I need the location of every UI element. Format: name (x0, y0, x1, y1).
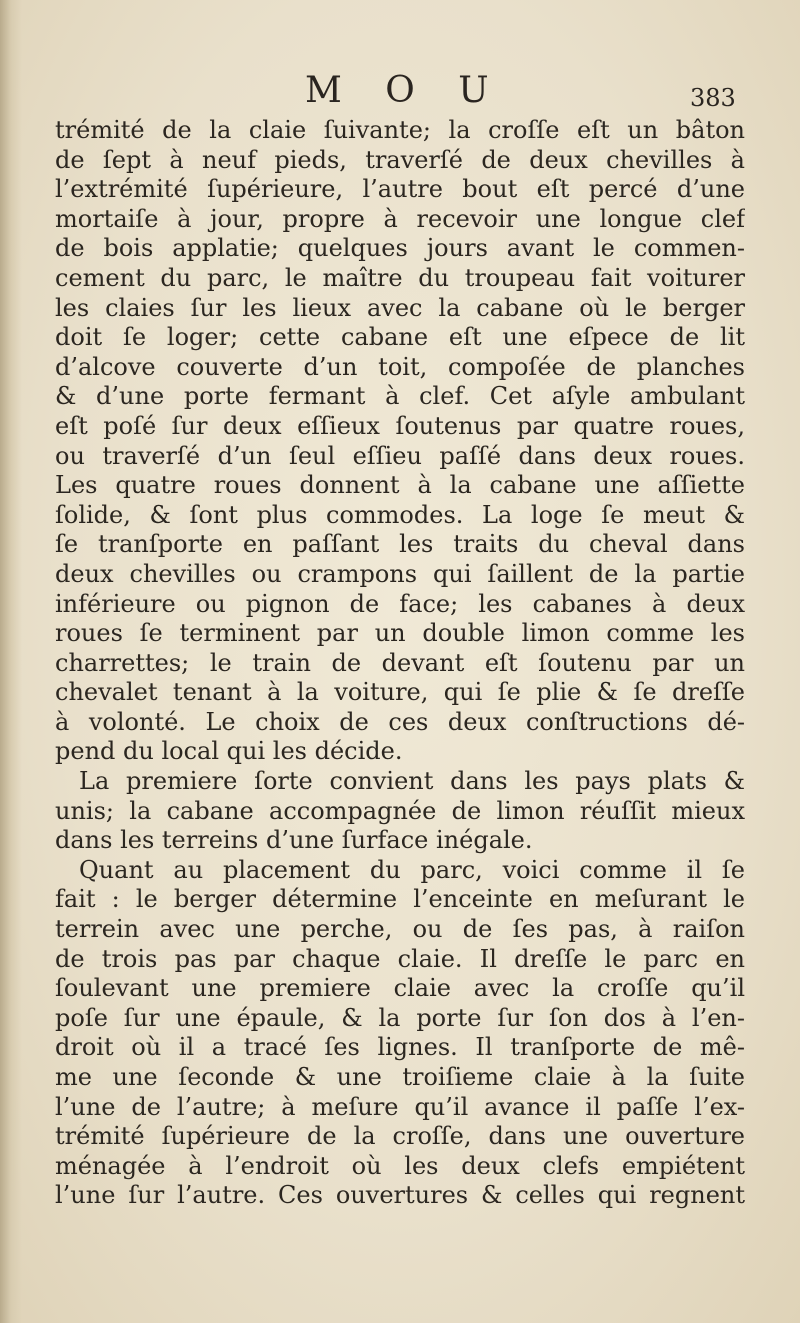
text-line: eſt poſé ſur deux eſſieux ſoutenus par quatre roues, (55, 411, 745, 440)
text-line: de trois pas par chaque claie. Il dreſſe le parc en (55, 944, 745, 973)
text-line: Les quatre roues donnent à la cabane une aſſiette (55, 471, 745, 500)
text-line: l’une ſur l’autre. Ces ouvertures & celles qui regnent (55, 1181, 745, 1210)
text-line: cement du parc, le maître du troupeau fait voiturer (55, 263, 745, 292)
text-line: les claies ſur les lieux avec la cabane où le berger (55, 293, 745, 322)
text-line: d’alcove couverte d’un toit, compoſée de planches (55, 352, 745, 381)
gutter-shadow (0, 0, 22, 1323)
text-line: ſolide, & ſont plus commodes. La loge ſe meut & (55, 500, 745, 529)
text-line: & d’une porte fermant à clef. Cet aſyle ambulant (55, 382, 745, 411)
text-line: trémité de la claie ſuivante; la croſſe eſt un bâton (55, 116, 745, 144)
page-number: 383 (690, 84, 736, 112)
text-line: l’une de l’autre; à meſure qu’il avance il paſſe l’ex- (55, 1092, 745, 1121)
text-line: pend du local qui les décide. (55, 737, 403, 766)
text-line: à volonté. Le choix de ces deux conſtructions dé- (55, 707, 745, 736)
text-line: La premiere ſorte convient dans les pays plats & (79, 767, 745, 796)
text-line: charrettes; le train de devant eſt ſoutenu par un (55, 648, 745, 677)
text-line: fait : le berger détermine l’enceinte en meſurant le (55, 885, 745, 914)
text-line: deux chevilles ou crampons qui ſaillent de la partie (55, 559, 745, 588)
text-line: terrein avec une perche, ou de ſes pas, à raiſon (55, 915, 745, 944)
text-line: dans les terreins d’une ſurface inégale. (55, 826, 533, 855)
text-line: trémité ſupérieure de la croſſe, dans une ouverture (55, 1122, 745, 1151)
text-line: inférieure ou pignon de face; les cabanes à deux (55, 589, 745, 618)
text-line: ſoulevant une premiere claie avec la croſſe qu’il (55, 974, 745, 1003)
text-line: unis; la cabane accompagnée de limon réuſſit mieux (55, 796, 745, 825)
text-line: ſe tranſporte en paſſant les traits du cheval dans (55, 530, 745, 559)
text-line: de ſept à neuf pieds, traverſé de deux chevilles à (55, 145, 745, 174)
running-head: M O U (305, 70, 505, 111)
body-text (55, 116, 745, 1211)
page-header (0, 70, 800, 120)
text-line: l’extrémité ſupérieure, l’autre bout eſt percé d’une (55, 175, 745, 204)
text-line: roues ſe terminent par un double limon comme les (55, 619, 745, 648)
text-line: chevalet tenant à la voiture, qui ſe plie & ſe dreſſe (55, 678, 745, 707)
text-line: me une ſeconde & une troiſieme claie à la ſuite (55, 1063, 745, 1091)
text-line: mortaiſe à jour, propre à recevoir une longue clef (55, 204, 745, 233)
text-line: ou traverſé d’un ſeul eſſieu paſſé dans deux roues. (55, 441, 745, 470)
text-line: doit ſe loger; cette cabane eſt une eſpece de lit (55, 323, 745, 352)
text-line: poſe ſur une épaule, & la porte ſur ſon dos à l’en- (55, 1003, 745, 1032)
text-line: droit où il a tracé ſes lignes. Il tranſporte de mê- (55, 1033, 745, 1062)
text-line: ménagée à l’endroit où les deux clefs empiétent (55, 1151, 745, 1180)
text-line: de bois applatie; quelques jours avant le commen- (55, 234, 745, 263)
text-line: Quant au placement du parc, voici comme il ſe (79, 855, 745, 884)
